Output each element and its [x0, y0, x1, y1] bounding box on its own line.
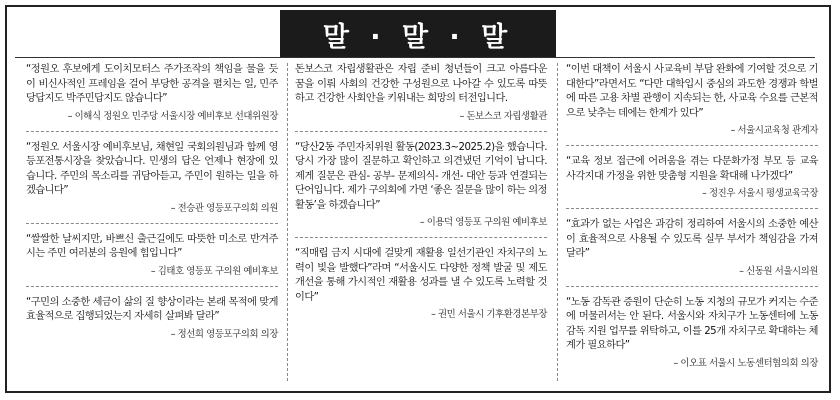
column-divider: [287, 63, 288, 381]
quote-source: – 서울시교육청 관계자: [730, 125, 818, 136]
quote-text: “노동 감독관 증원이 단순히 노동 지청의 규모가 커지는 수준에 머물러서는 안 된다. 서울시와 자치구가 노동센터에 노동 감독 지원 업무를 위탁하고, 이를 25개 자치구로 확대하는 체계가 필요하다”: [566, 296, 818, 351]
quote-text: “구민의 소중한 세금이 삶의 질 향상이라는 본래 목적에 맞게 효율적으로 집행되었는지 자세히 살펴봐 달라”: [26, 296, 278, 322]
quote-text: “효과가 없는 사업은 과감히 정리하여 서울시의 소중한 예산이 효율적으로 사용될 수 있도록 실무 부서가 책임감을 가져달라”: [566, 219, 818, 259]
quote-text: “정원오 서울시장 예비후보님, 채현일 국회의원님과 함께 영등포전통시장을 찾았습니다. 민생의 답은 언제나 현장에 있습니다. 주민의 목소리를 귀담아듣고, 주민이 원하는 일을 하겠습니다”: [26, 141, 278, 196]
quote-text: “직매립 금지 시대에 걸맞게 재활용 일선기관인 자치구의 노력이 빛을 발했다”라며 “서울시도 다양한 정책 발굴 및 제도 개선을 통해 가시적인 재활용 성과를 낼 수 있도록 노력할 것이다”: [295, 248, 547, 303]
quote-source: – 이해식 정원오 민주당 서울시장 예비후보 선대위원장: [67, 110, 278, 122]
column-left: [26, 63, 278, 385]
quote-source: – 신동원 서울시의원: [739, 265, 818, 277]
quote-separator: [26, 223, 278, 224]
quote-source: – 돈보스코 자립생활관: [459, 110, 547, 122]
quote-text: 돈보스코 자립생활관은 자립 준비 청년들이 크고 아름다운 꿈을 이뤄 사회의 건강한 구성원으로 나아갈 수 있도록 따뜻하고 건강한 사회안을 키워내는 희망의 터전입니다.: [295, 64, 547, 104]
quote-separator: [566, 208, 818, 209]
quote-source: – 이용덕 영등포 구의원 예비후보: [419, 217, 547, 228]
title-rule: [15, 57, 815, 58]
quote-text: “교육 정보 접근에 어려움을 겪는 다문화가정 부모 등 교육 사각지대 가정을 위한 맞춤형 지원을 확대해 나가겠다”: [566, 156, 818, 182]
section-title: 말 · 말 · 말: [280, 10, 556, 58]
column-middle: [295, 63, 547, 385]
quote-separator: [26, 131, 278, 132]
quote-source: – 이오표 서울시 노동센터협의회 의장: [673, 357, 818, 369]
quote-separator: [295, 131, 547, 132]
quote-text: “이번 대책이 서울시 사교육비 부담 완화에 기여할 것으로 기대한다”라면서도 “다만 대학입시 중심의 과도한 경쟁과 학벌에 따른 고용 차별 관행이 지속되는 한, 사교육 수요를 근본적으로 낮추는 데에는 한계가 있다”: [566, 64, 818, 119]
quote-source: – 정선희 영등포구의회 의장: [170, 328, 278, 340]
quote-text: “정원오 후보에게 도이치모터스 주가조작의 책임을 물을 듯이 비신사적인 프레임을 걸어 부당한 공격을 펼치는 일, 민주당답지도 박주민답지도 않습니다”: [26, 64, 278, 104]
quote-source: – 정진우 서울시 평생교육국장: [702, 188, 818, 199]
quote-text: “당산2동 주민자치위원 활동(2023.3~2025.2)을 했습니다. 당시 가장 많이 질문하고 확인하고 의견냈던 기억이 납니다. 제게 질문은 관심- 공부- 문제의식- 개선- 대안 등과 연결되는 단어입니다. 제가 구의회에 가면 ‘좋은 질문을 많이 하는 의정활동’을 하겠습니다”: [295, 141, 547, 211]
quote-separator: [26, 286, 278, 287]
quote-separator: [566, 145, 818, 146]
quote-separator: [295, 237, 547, 238]
quote-text: “쌀쌀한 날씨지만, 바쁘신 출근길에도 따뜻한 미소로 반겨주시는 주민 여러분의 응원에 힘입니다”: [26, 233, 278, 259]
quote-separator: [566, 286, 818, 287]
quote-source: – 전승관 영등포구의회 의원: [170, 202, 278, 214]
quote-source: – 김태호 영등포 구의원 예비후보: [150, 265, 278, 277]
column-divider: [557, 63, 558, 381]
column-right: [566, 63, 818, 385]
quote-source: – 권민 서울시 기후환경본부장: [431, 309, 547, 320]
